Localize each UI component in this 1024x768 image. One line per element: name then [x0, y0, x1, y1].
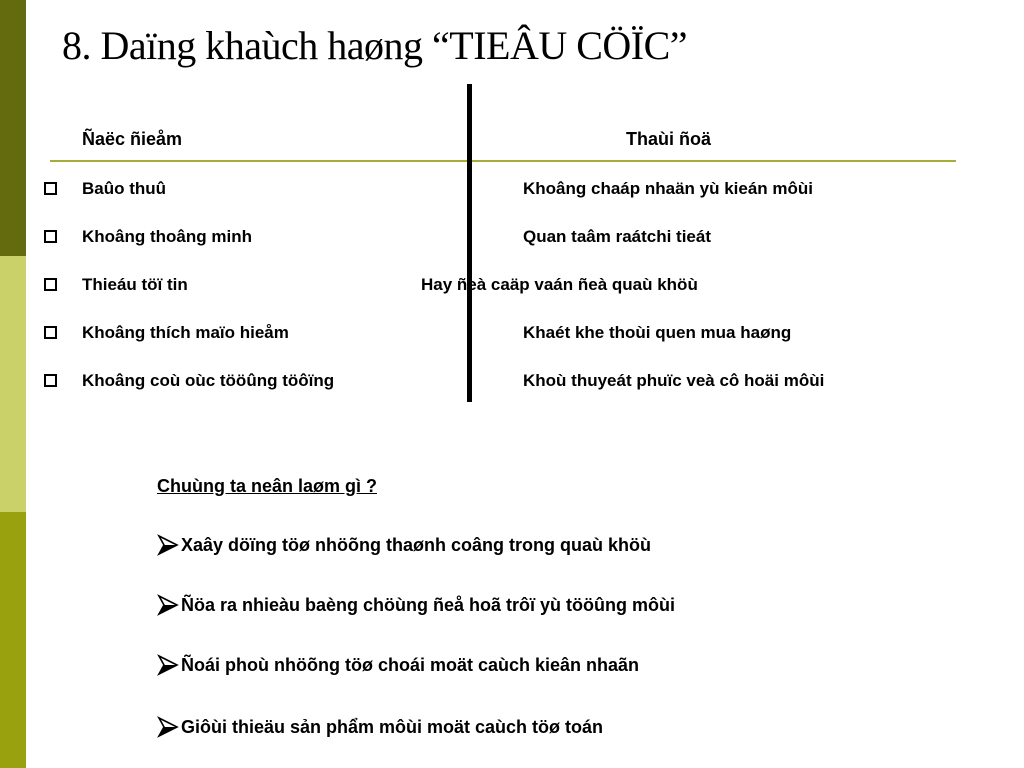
slide-title: 8. Daïng khaùch haøng “TIEÂU CÖÏC” [62, 23, 688, 68]
trait-cell: Khoâng thoâng minh [82, 227, 252, 246]
table-row [0, 370, 1024, 394]
table-row [0, 178, 1024, 202]
attitude-cell: Quan taâm raátchi tieát [523, 227, 712, 246]
action-text: Xaây döïng töø nhöõng thaønh coâng trong quaù khöù [181, 535, 651, 555]
table-row [0, 226, 1024, 250]
action-heading: Chuùng ta neân laøm gì ? [157, 476, 377, 496]
arrow-right-icon [157, 654, 179, 676]
sidebar-block-bottom [0, 512, 26, 768]
hollow-square-icon [44, 278, 57, 291]
action-text: Ñöa ra nhieàu baèng chöùng ñeå hoã trôï yù tööûng môùi [181, 595, 676, 615]
arrow-right-icon [157, 534, 179, 556]
action-text: Ñoái phoù nhöõng töø choái moät caùch kieân nhaãn [181, 655, 640, 675]
table-row [0, 322, 1024, 346]
attitude-cell: Khoù thuyeát phuïc veà cô hoäi môùi [523, 371, 825, 390]
column-header-traits: Ñaëc ñieåm [82, 129, 183, 149]
table-row [0, 274, 1024, 298]
trait-cell: Khoâng thích maïo hieåm [82, 323, 289, 342]
hollow-square-icon [44, 326, 57, 339]
column-header-attitude: Thaùi ñoä [626, 129, 711, 149]
attitude-cell: Hay ñeà caäp vaán ñeà quaù khöù [421, 275, 698, 294]
attitude-cell: Khaét khe thoùi quen mua haøng [523, 323, 792, 342]
arrow-right-icon [157, 716, 179, 738]
trait-cell: Baûo thuû [82, 179, 167, 198]
hollow-square-icon [44, 374, 57, 387]
action-text: Giôùi thieäu sản phẩm môùi moät caùch töø toán [181, 717, 604, 737]
attitude-cell: Khoâng chaáp nhaän yù kieán môùi [523, 179, 813, 198]
sidebar-block-top [0, 0, 26, 256]
trait-cell: Khoâng coù oùc tööûng töôïng [82, 371, 335, 390]
header-underline [50, 160, 956, 162]
arrow-right-icon [157, 594, 179, 616]
trait-cell: Thieáu töï tin [82, 275, 188, 294]
hollow-square-icon [44, 182, 57, 195]
hollow-square-icon [44, 230, 57, 243]
